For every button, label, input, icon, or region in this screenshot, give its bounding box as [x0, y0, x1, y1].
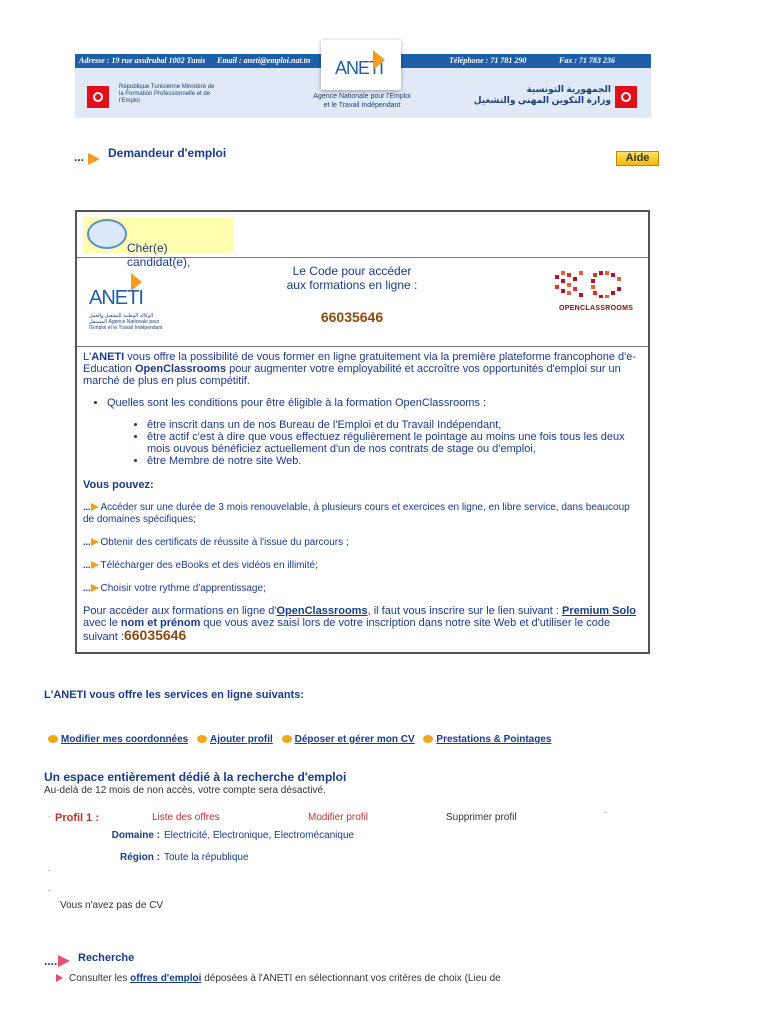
option-item — [83, 536, 643, 549]
service-bullet-icon — [423, 735, 433, 743]
modifier-coordonnees-link[interactable]: Modifier mes coordonnées — [61, 734, 189, 745]
option-dots: ... — [83, 583, 91, 593]
option-text: Choisir votre rythme d'apprentissage; — [100, 583, 266, 594]
code-row — [77, 259, 648, 347]
recherche-line-b: déposées à l'ANETI en sélectionnant vos critères de choix (Lieu de — [201, 973, 501, 984]
condition-item: • être inscrit dans un de nos Bureau de l'Emploi et du Travail Indépendant, — [147, 419, 643, 431]
code-title — [257, 264, 447, 292]
fax-text: Fax : 71 783 236 — [559, 56, 615, 65]
orange-arrow-icon — [91, 561, 99, 569]
orange-arrow-icon — [91, 538, 99, 546]
service-bullet-icon — [197, 735, 207, 743]
ajouter-profil-link[interactable]: Ajouter profil — [210, 734, 273, 745]
final-b: , il faut vous inscrire sur le lien suivant : — [367, 605, 563, 617]
marker-dot: . — [48, 864, 51, 873]
option-dots: ... — [83, 537, 91, 547]
header-banner — [75, 54, 651, 118]
marker-dot: . — [48, 810, 51, 819]
option-item — [83, 582, 643, 595]
pink-triangle-icon — [56, 974, 63, 982]
greeting-row — [77, 212, 648, 269]
code-title-line-1: Le Code pour accéder — [292, 264, 412, 278]
aneti-small-arrow-icon — [131, 273, 142, 291]
prestations-pointages-link[interactable]: Prestations & Pointages — [436, 734, 552, 745]
email-text: Email : aneti@emploi.nat.tn — [217, 56, 311, 65]
aneti-small-logo — [87, 265, 177, 331]
conditions-items — [147, 419, 643, 467]
espace-title: Un espace entièrement dédié à la recherche d'emploi — [44, 770, 347, 784]
aide-button[interactable]: Aide — [616, 151, 659, 166]
final-d: que vous avez saisi lors de votre inscription dans notre site Web et d'utiliser le code suivant : — [83, 617, 611, 643]
recherche-dots: .... — [44, 954, 58, 968]
option-text: Accéder sur une durée de 3 mois renouvelable, à plusieurs cours et exercices en ligne, en libre service, dans beaucoup de domaines spécifiques; — [83, 502, 630, 525]
pink-arrow-icon — [58, 955, 70, 967]
code-title-line-2: aux formations en ligne : — [286, 278, 418, 292]
recherche-line — [56, 973, 501, 984]
greeting-text: Chèr(e) candidat(e), — [127, 241, 191, 269]
final-access-code: 66035646 — [123, 627, 187, 643]
liste-offres-link[interactable]: Liste des offres — [152, 812, 220, 823]
intro-paragraph — [83, 351, 643, 387]
openclassrooms-link[interactable]: OpenClassrooms — [276, 605, 368, 617]
services-title: L'ANETI vous offre les services en ligne suivants: — [44, 689, 304, 701]
option-dots: ... — [83, 560, 91, 570]
aneti-logo-text: ANETI — [335, 58, 384, 78]
services-links — [48, 734, 557, 745]
recherche-title: Recherche — [78, 952, 135, 964]
condition-item: • être Membre de notre site Web. — [147, 455, 643, 467]
aneti-logo[interactable] — [321, 40, 401, 90]
no-cv-text: Vous n'avez pas de CV — [60, 900, 164, 911]
oc-mosaic-icon — [553, 269, 629, 299]
premium-solo-link[interactable]: Premium Solo — [562, 605, 636, 617]
vous-pouvez-heading: Vous pouvez: — [83, 479, 154, 491]
offres-emploi-link[interactable]: offres d'emploi — [130, 973, 202, 984]
aneti-arrow-icon — [373, 50, 385, 70]
openclassrooms-logo — [553, 269, 633, 319]
option-text: Obtenir des certificats de réussite à l'issue du parcours ; — [100, 537, 349, 548]
modifier-profil-link[interactable]: Modifier profil — [308, 812, 369, 823]
service-bullet-icon — [48, 735, 58, 743]
address-text: Adresse : 19 rue assdrubal 1002 Tunis — [79, 56, 206, 65]
intro-c: vous offre la possibilité de vous former en ligne gratuitement via la première plateforme francophone d'e-Education — [83, 351, 637, 375]
marker-dot: . — [604, 806, 607, 815]
greeting-banner — [83, 217, 233, 269]
oc-label: OPENCLASSROOMS — [559, 305, 634, 312]
arabic-ministry-text — [474, 84, 611, 106]
section-dots: ... — [74, 150, 85, 164]
condition-item: • être actif c'est à dire que vous effectuez régulièrement le pointage au moins une fois tous les deux mois ouvous bénéficiez actuellement d'un de nos contrats de stage ou d'emploi, — [147, 431, 643, 455]
ministry-text: République Tunisienne Ministère de la Formation Professionnelle et de l'Emploi — [119, 84, 215, 104]
aneti-small-logo-text: ANETI — [89, 287, 143, 309]
service-item — [282, 734, 415, 745]
domaine-label: Domaine : — [111, 830, 160, 841]
conditions-list — [107, 397, 643, 409]
service-item — [423, 734, 551, 745]
intro-aneti: ANETI — [91, 351, 125, 363]
intro-openclassrooms: OpenClassrooms — [134, 363, 227, 375]
espace-subtitle: Au-delà de 12 mois de non accès, votre compte sera désactivé. — [44, 785, 326, 796]
tunisia-flag-right-icon — [615, 86, 637, 108]
arabic-line-2: وزارة التكوين المهني والتشغيل — [473, 95, 611, 105]
deposer-cv-link[interactable]: Déposer et gérer mon CV — [294, 734, 415, 745]
speech-bubble-icon — [87, 219, 127, 249]
final-c: avec le — [83, 617, 121, 629]
region-label: Région : — [120, 852, 160, 863]
phone-text: Téléphone : 71 781 290 — [449, 56, 527, 65]
access-code: 66035646 — [320, 309, 384, 325]
final-bold: nom et prénom — [120, 617, 201, 629]
service-bullet-icon — [282, 735, 292, 743]
agency-name — [295, 92, 429, 110]
domaine-value: Electricité, Electronique, Electromécanique — [164, 830, 355, 841]
option-dots: ... — [83, 502, 91, 512]
option-text: Télécharger des eBooks et des vidéos en illimité; — [100, 560, 318, 571]
marker-dot: . — [48, 884, 51, 893]
service-item — [48, 734, 188, 745]
profil-label: Profil 1 : — [55, 812, 100, 824]
intro-e: pour augmenter votre employabilité et accroître vos opportunités d'emploi sur un marché de plus en plus compétitif. — [83, 363, 621, 387]
agency-line-2: et le Travail Indépendant — [323, 102, 401, 109]
orange-arrow-icon — [88, 153, 100, 165]
final-paragraph — [83, 605, 643, 643]
option-item — [83, 559, 643, 572]
supprimer-profil-link[interactable]: Supprimer profil — [446, 812, 517, 823]
conditions-question: • Quelles sont les conditions pour être éligible à la formation OpenClassrooms : — [107, 397, 643, 409]
candidate-info-box — [75, 210, 650, 654]
region-value: Toute la république — [164, 852, 249, 863]
recherche-line-a: Consulter les — [69, 973, 131, 984]
aneti-small-subtitle: الوكالة الوطنية للتشغيل والعمل المستقل Agence Nationale pour l'Emploi et le Travail Indépendant — [89, 313, 163, 331]
final-a: Pour accéder aux formations en ligne d' — [83, 605, 277, 617]
service-item — [197, 734, 273, 745]
agency-line-1: Agence Nationale pour l'Emploi — [313, 93, 411, 100]
orange-arrow-icon — [91, 503, 99, 511]
arabic-line-1: الجمهورية التونسية — [526, 84, 611, 94]
description-content — [83, 351, 643, 643]
intro-a: L' — [83, 351, 92, 363]
option-item — [83, 501, 643, 526]
tunisia-flag-left-icon — [87, 86, 109, 108]
page-title: Demandeur d'emploi — [108, 146, 227, 160]
orange-arrow-icon — [91, 584, 99, 592]
